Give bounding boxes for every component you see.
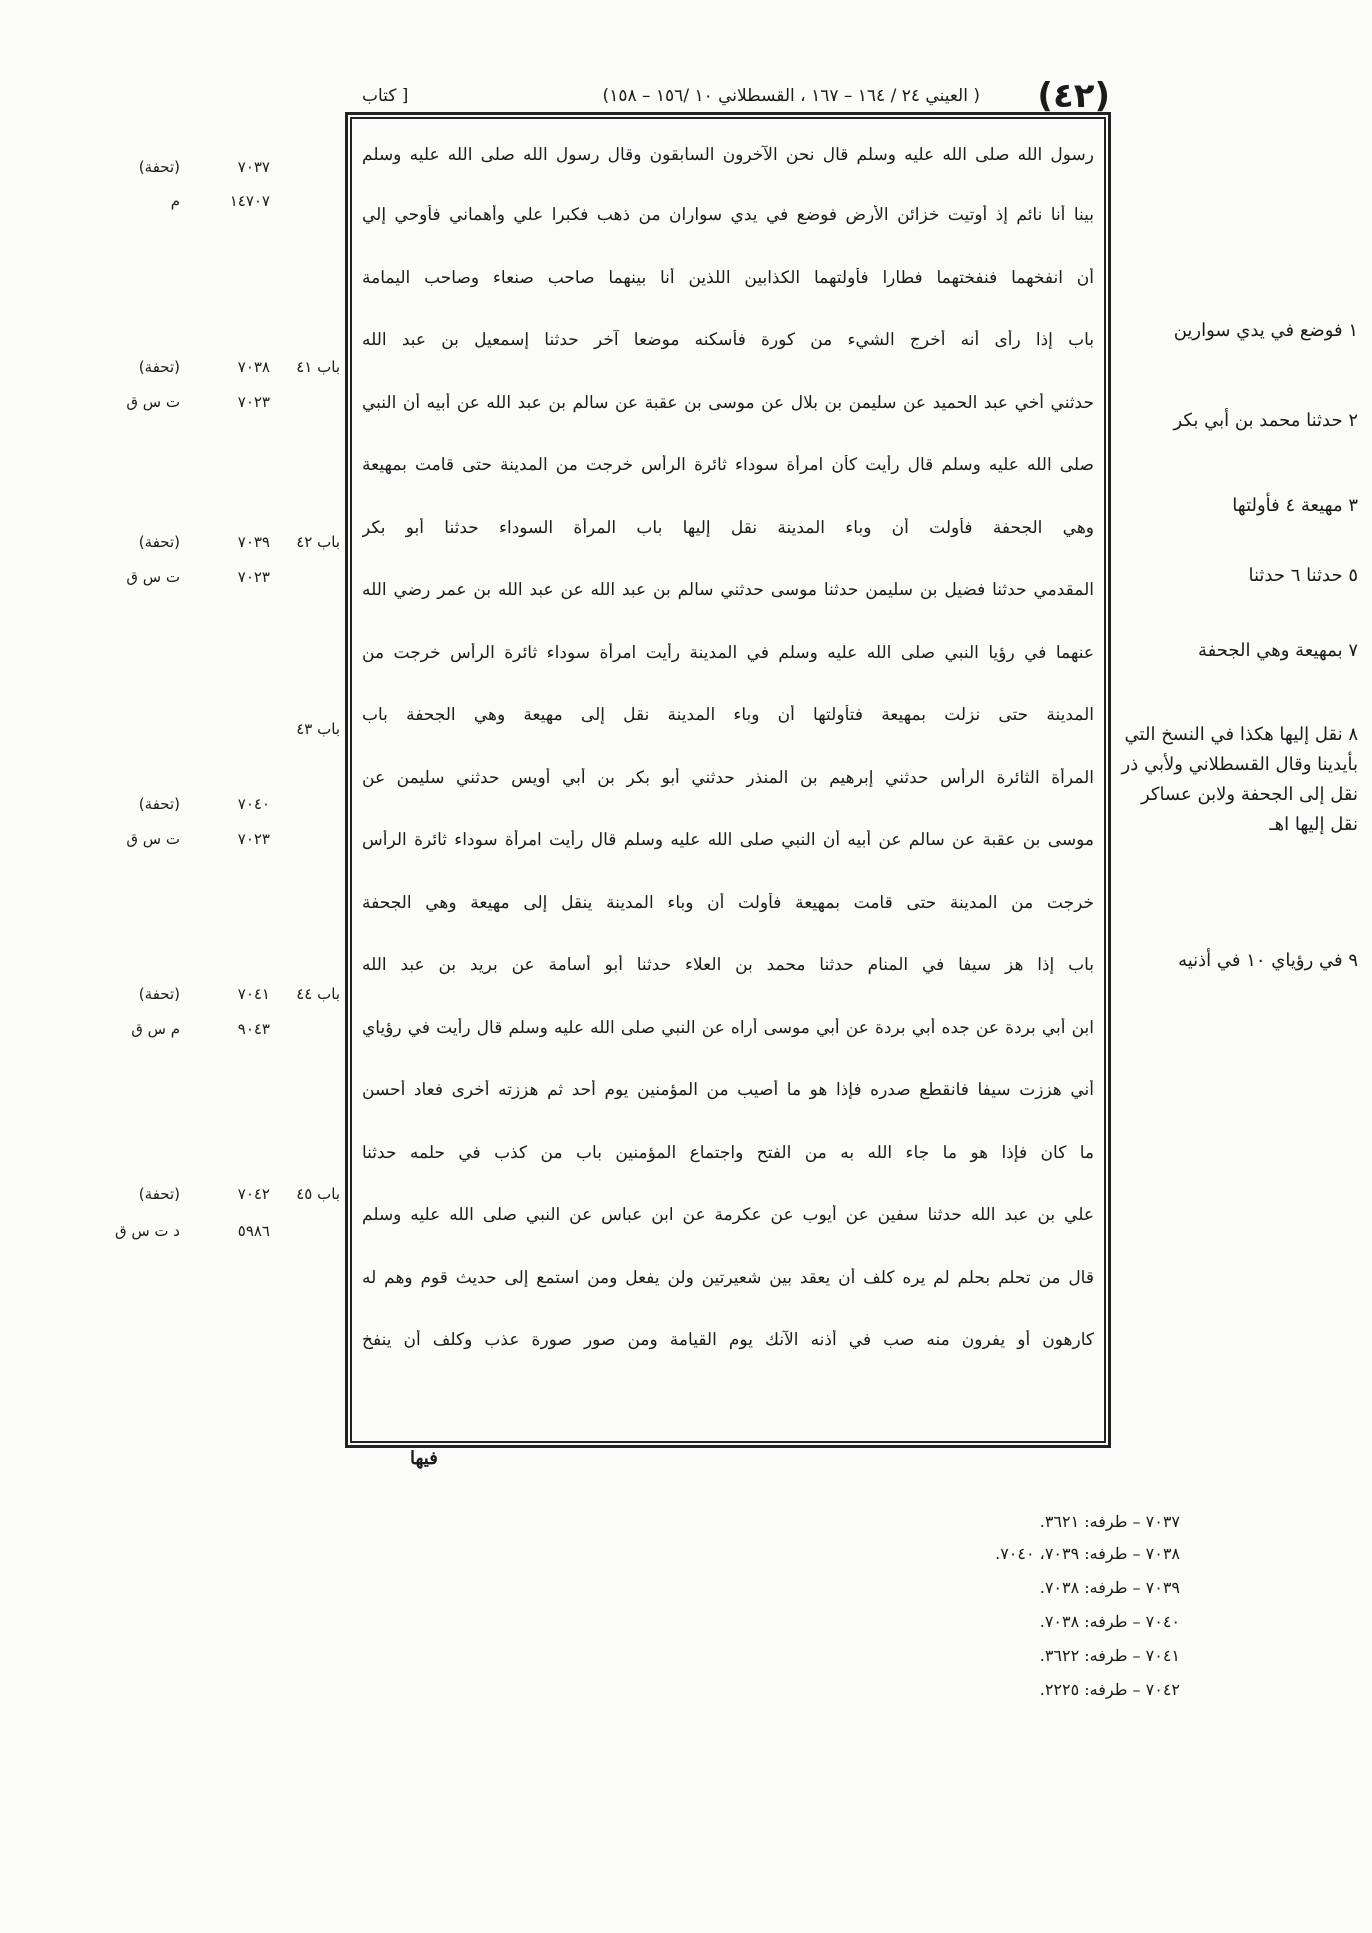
ref-tag: (تحفة) bbox=[138, 158, 180, 176]
hadith-number: ٥٩٨٦ bbox=[237, 1222, 270, 1240]
variant-note: ٧ بمهيعة وهي الجحفة bbox=[1198, 640, 1358, 661]
text-line: وهي الجحفة فأولت أن وباء المدينة نقل إليها باب المرأة السوداء حدثنا أبو بكر bbox=[362, 518, 1094, 538]
text-line: قال من تحلم بحلم لم يره كلف أن يعقد بين شعيرتين ولن يفعل ومن استمع إلى حديث قوم وهم له bbox=[362, 1268, 1094, 1288]
variant-note: ٣ مهيعة ٤ فأولتها bbox=[1232, 495, 1358, 516]
hadith-number: ١٤٧٠٧ bbox=[229, 192, 270, 210]
header-references: ( العيني ٢٤ / ١٦٤ – ١٦٧ ، القسطلاني ١٠ /١٥٦ – ١٥٨) bbox=[602, 86, 980, 106]
ref-row bbox=[90, 568, 330, 596]
hadith-number: ٧٠٣٧ bbox=[237, 158, 270, 176]
text-line: باب إذا هز سيفا في المنام حدثنا محمد بن العلاء حدثنا أبو أسامة عن بريد بن عبد الله bbox=[362, 955, 1094, 975]
bab-number: باب ٤١ bbox=[296, 358, 340, 376]
ref-tag: (تحفة) bbox=[138, 358, 180, 376]
hadith-number: ٧٠٣٩ bbox=[237, 533, 270, 551]
footnote: ٧٠٤١ – طرفه: ٣٦٢٢. bbox=[1039, 1646, 1180, 1665]
footnote: ٧٠٣٧ – طرفه: ٣٦٢١. bbox=[1039, 1512, 1180, 1531]
text-line: ما كان فإذا هو ما جاء الله به من الفتح واجتماع المؤمنين باب من كذب في حلمه حدثنا bbox=[362, 1143, 1094, 1163]
hadith-number: ٧٠٢٣ bbox=[237, 393, 270, 411]
footnote: ٧٠٤٠ – طرفه: ٧٠٣٨. bbox=[1039, 1612, 1180, 1631]
ref-tag: (تحفة) bbox=[138, 1185, 180, 1203]
ref-tag: ت س ق bbox=[126, 393, 180, 411]
text-line: علي بن عبد الله حدثنا سفين عن أيوب عن عكرمة عن ابن عباس عن النبي صلى الله عليه وسلم bbox=[362, 1205, 1094, 1225]
header-book-label: [ كتاب bbox=[362, 86, 409, 106]
bab-number: باب ٤٢ bbox=[296, 533, 340, 551]
ref-row bbox=[90, 720, 340, 748]
ref-tag: (تحفة) bbox=[138, 985, 180, 1003]
text-line: المقدمي حدثنا فضيل بن سليمن حدثنا موسى حدثني سالم بن عبد الله عن عبد الله بن عمر رضي الله bbox=[362, 580, 1094, 600]
catchword: فيها bbox=[410, 1448, 438, 1469]
hadith-number: ٧٠٢٣ bbox=[237, 568, 270, 586]
ref-tag: ت س ق bbox=[126, 830, 180, 848]
text-line: رسول الله صلى الله عليه وسلم قال نحن الآخرون السابقون وقال رسول الله صلى الله عليه وسلم bbox=[362, 145, 1094, 165]
ref-row bbox=[90, 358, 340, 386]
bab-number: باب ٤٣ bbox=[296, 720, 340, 738]
footnote: ٧٠٣٩ – طرفه: ٧٠٣٨. bbox=[1039, 1578, 1180, 1597]
ref-tag: (تحفة) bbox=[138, 533, 180, 551]
text-line: أني هززت سيفا فانقطع صدره فإذا هو ما أصيب من المؤمنين يوم أحد ثم هززته أخرى فعاد أحسن bbox=[362, 1080, 1094, 1100]
hadith-number: ٧٠٢٣ bbox=[237, 830, 270, 848]
hadith-number: ٩٠٤٣ bbox=[237, 1020, 270, 1038]
text-line: بينا أنا نائم إذ أوتيت خزائن الأرض فوضع في يدي سواران من ذهب فكبرا علي وأهماني فأوحي إلي bbox=[362, 205, 1094, 225]
text-line: خرجت من المدينة حتى قامت بمهيعة فأولت أن وباء المدينة ينقل إلى مهيعة وهي الجحفة bbox=[362, 893, 1094, 913]
page-header bbox=[350, 76, 1110, 116]
ref-row bbox=[90, 985, 340, 1013]
text-line: أن انفخهما فنفختهما فطارا فأولتهما الكذابين اللذين أنا بينهما صاحب صنعاء وصاحب اليمامة bbox=[362, 268, 1094, 288]
hadith-number: ٧٠٣٨ bbox=[237, 358, 270, 376]
text-line: صلى الله عليه وسلم قال رأيت كأن امرأة سوداء ثائرة الرأس خرجت من المدينة حتى قامت بمهيعة bbox=[362, 455, 1094, 475]
text-line: ابن أبي بردة عن جده أبي بردة عن أبي موسى أراه عن النبي صلى الله عليه وسلم قال رأيت في رؤياي bbox=[362, 1018, 1094, 1038]
ref-tag: م س ق bbox=[131, 1020, 180, 1038]
ref-tag: د ت س ق bbox=[114, 1222, 180, 1240]
ref-row bbox=[90, 1020, 330, 1048]
text-line: باب إذا رأى أنه أخرج الشيء من كورة فأسكنه موضعا آخر حدثنا إسمعيل بن عبد الله bbox=[362, 330, 1094, 350]
variant-note: ٥ حدثنا ٦ حدثنا bbox=[1248, 565, 1358, 586]
text-line: عنهما في رؤيا النبي صلى الله عليه وسلم في المدينة رأيت امرأة سوداء ثائرة الرأس خرجت من bbox=[362, 643, 1094, 663]
footnote: ٧٠٤٢ – طرفه: ٢٢٢٥. bbox=[1039, 1680, 1180, 1699]
text-line: المدينة حتى نزلت بمهيعة فتأولتها أن وباء المدينة نقل إلى مهيعة وهي الجحفة باب bbox=[362, 705, 1094, 725]
text-line: حدثني أخي عبد الحميد عن سليمن بن بلال عن موسى بن عقبة عن سالم بن عبد الله عن أبيه أن النبي bbox=[362, 393, 1094, 413]
text-line: موسى بن عقبة عن سالم عن أبيه أن النبي صلى الله عليه وسلم قال رأيت امرأة سوداء ثائرة الرأس bbox=[362, 830, 1094, 850]
hadith-number: ٧٠٤٢ bbox=[237, 1185, 270, 1203]
main-text-frame bbox=[345, 112, 1111, 1448]
variant-note: ٨ نقل إليها هكذا في النسخ التي بأيدينا وقال القسطلاني ولأبي ذر نقل إلى الجحفة ولابن عساكر نقل إليها اهـ bbox=[1121, 724, 1358, 835]
hadith-number: ٧٠٤١ bbox=[237, 985, 270, 1003]
ref-row bbox=[90, 1222, 330, 1250]
ref-tag: (تحفة) bbox=[138, 795, 180, 813]
bab-number: باب ٤٥ bbox=[296, 1185, 340, 1203]
variant-note: ٢ حدثنا محمد بن أبي بكر bbox=[1173, 410, 1358, 431]
text-line: كارهون أو يفرون منه صب في أذنه الآنك يوم القيامة ومن صور صورة عذب وكلف أن ينفخ bbox=[362, 1330, 1094, 1350]
ref-row bbox=[90, 158, 330, 186]
main-text-body bbox=[362, 145, 1094, 1431]
text-line: المرأة الثائرة الرأس حدثني إبرهيم بن المنذر حدثني أبو بكر بن أبي أويس حدثني سليمن عن bbox=[362, 768, 1094, 788]
bab-number: باب ٤٤ bbox=[296, 985, 340, 1003]
ref-row bbox=[90, 393, 330, 421]
footnote: ٧٠٣٨ – طرفه: ٧٠٣٩، ٧٠٤٠. bbox=[995, 1544, 1180, 1563]
ref-row bbox=[90, 192, 330, 220]
hadith-number: ٧٠٤٠ bbox=[237, 795, 270, 813]
variant-note: ١ فوضع في يدي سوارين bbox=[1173, 320, 1358, 341]
ref-row bbox=[90, 1185, 340, 1213]
ref-row bbox=[90, 533, 340, 561]
variant-note: ٩ في رؤياي ١٠ في أذنيه bbox=[1178, 950, 1358, 971]
ref-row bbox=[90, 795, 330, 823]
ref-tag: ت س ق bbox=[126, 568, 180, 586]
ref-tag: م bbox=[170, 192, 180, 210]
ref-row bbox=[90, 830, 330, 858]
page-number: (٤٢) bbox=[1037, 76, 1110, 116]
